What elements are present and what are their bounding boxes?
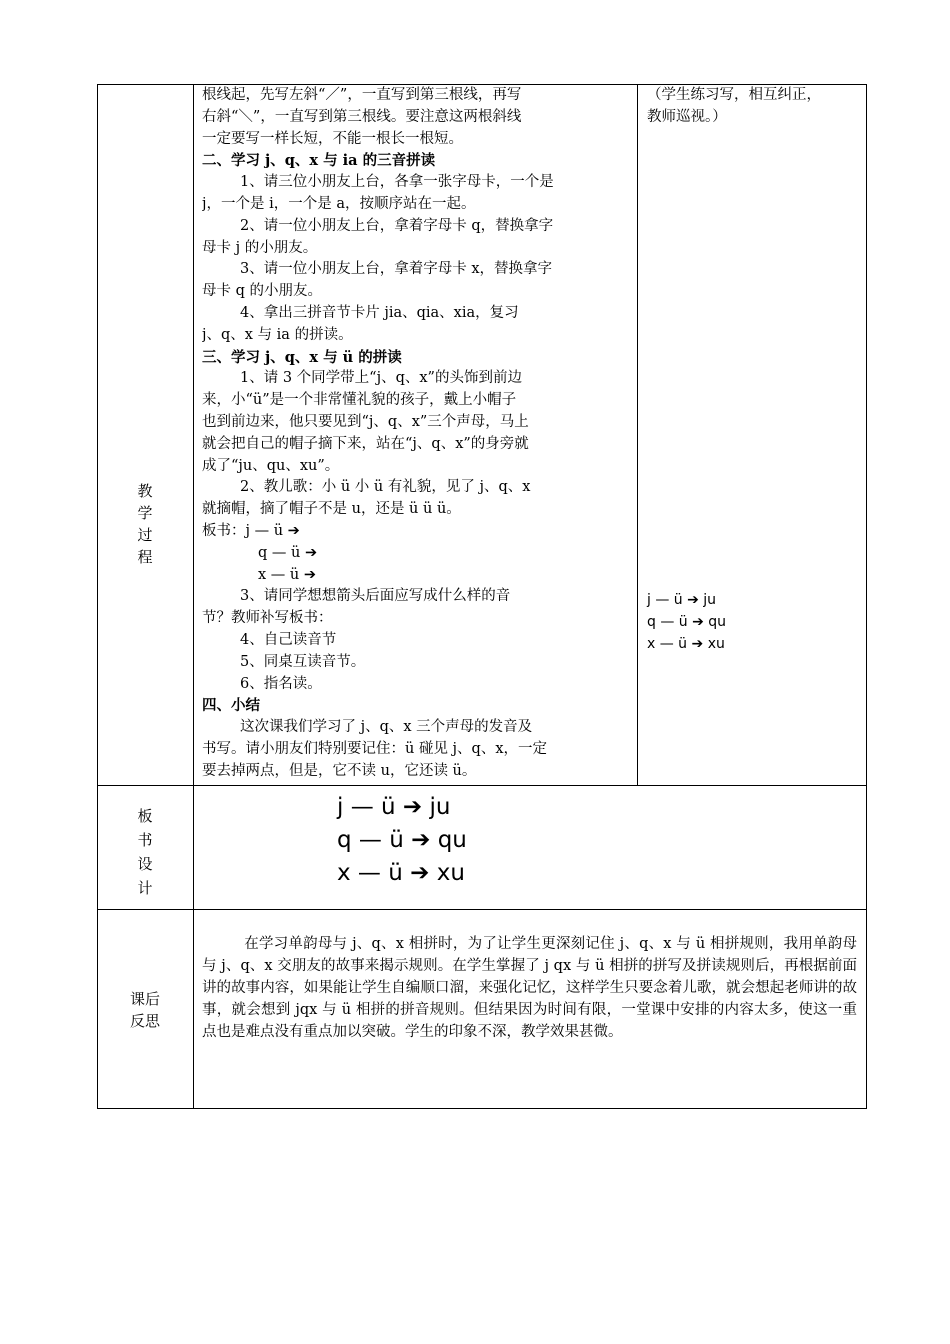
- reflection-label: 课后 反思: [129, 990, 160, 1030]
- process-line: j、q、x 与 ia 的拼读。: [202, 326, 353, 343]
- process-line: 3、请同学想想箭头后面应写成什么样的音: [240, 588, 511, 605]
- process-line: 母卡 j 的小朋友。: [202, 239, 318, 256]
- process-line: 一定要写一样长短，不能一根长一根短。: [202, 130, 463, 147]
- process-line: 4、拿出三拼音节卡片 jia、qia、xia，复习: [240, 304, 519, 321]
- process-line: 右斜“＼”，一直写到第三根线。要注意这两根斜线: [202, 108, 522, 125]
- process-line: j，一个是 i，一个是 a，按顺序站在一起。: [202, 195, 476, 212]
- lesson-plan-table: [97, 84, 867, 1109]
- process-line: 就摘帽，摘了帽子不是 u，还是 ü ü ü。: [202, 501, 461, 518]
- section-heading-3: 三、学习 j、q、x 与 ü 的拼读: [202, 348, 402, 366]
- process-line: 这次课我们学习了 j、q、x 三个声母的发音及: [240, 719, 533, 736]
- process-line: 根线起，先写左斜“／”，一直写到第三根线，再写: [202, 87, 522, 103]
- process-line: 成了“ju、qu、xu”。: [202, 457, 340, 474]
- row-divider-2: [97, 909, 867, 910]
- process-line: 1、请三位小朋友上台，各拿一张字母卡，一个是: [240, 174, 554, 191]
- board-line: j — ü ➔ ju: [337, 794, 451, 820]
- row-divider-1: [97, 785, 867, 786]
- note-syllable-line: q — ü ➔ qu: [647, 614, 727, 630]
- notes-column-divider: [637, 84, 638, 785]
- section-heading-4: 四、小结: [202, 697, 260, 715]
- note-line: 教师巡视。）: [647, 108, 727, 125]
- process-line: 来，小“ü”是一个非常懂礼貌的孩子，戴上小帽子: [202, 392, 517, 409]
- board-answer-notes: [647, 589, 865, 655]
- process-line: 要去掉两点，但是，它不读 u，它还读 ü。: [202, 762, 477, 779]
- label-column-divider: [193, 84, 194, 1109]
- process-line: 2、教儿歌：小 ü 小 ü 有礼貌，见了 j、q、x: [240, 479, 531, 496]
- process-line: 4、自己读音节: [240, 631, 337, 648]
- table-left-border: [97, 84, 98, 1109]
- board-line: q — ü ➔ qu: [337, 827, 467, 853]
- note-line: （学生练习写，相互纠正，: [647, 87, 821, 103]
- table-right-border: [866, 84, 867, 1109]
- process-line: 3、请一位小朋友上台，拿着字母卡 x，替换拿字: [240, 261, 553, 278]
- student-activity-notes: [647, 85, 865, 129]
- process-line: 就会把自己的帽子摘下来，站在“j、q、x”的身旁就: [202, 435, 529, 452]
- process-line: 书写。请小朋友们特别要记住：ü 碰见 j、q、x，一定: [202, 740, 548, 757]
- board-design-label: 板 书 设 计: [137, 807, 153, 897]
- process-line: 也到前边来，他只要见到“j、q、x”三个声母，马上: [202, 413, 529, 430]
- note-syllable-line: j — ü ➔ ju: [647, 592, 717, 608]
- reflection-text: 在学习单韵母与 j、q、x 相拼时，为了让学生更深刻记住 j、q、x 与 ü 相拼规则，我用单韵母与 j、q、x 交朋友的故事来揭示规则。在学生掌握了 j qx 与 ü 相拼的拼写及拼读规则后，再根据前面讲的故事内容，如果能让学生自编顺口溜，来强化记忆，这样学生只要念着儿歌，就会想起老师讲的故事，就会想到 jqx 与 ü 相拼的拼音规则。但结果因为时间有限，一堂课中安排的内容太多，使这一重点也是难点没有重点加以突破。学生的印象不深，教学效果甚微。: [202, 936, 857, 1040]
- teaching-process-text: [202, 85, 637, 783]
- board-note-line: x — ü ➔: [258, 566, 316, 583]
- board-line: x — ü ➔ xu: [337, 860, 465, 886]
- process-line: 6、指名读。: [240, 675, 322, 692]
- process-line: 2、请一位小朋友上台，拿着字母卡 q，替换拿字: [240, 217, 554, 234]
- board-design-content: [337, 791, 467, 890]
- board-note-line: 板书：j — ü ➔: [202, 522, 300, 539]
- process-label: 教 学 过 程: [137, 482, 153, 566]
- board-note-line: q — ü ➔: [258, 544, 318, 561]
- process-line: 5、同桌互读音节。: [240, 653, 366, 670]
- process-line: 母卡 q 的小朋友。: [202, 283, 322, 300]
- section-heading-2: 二、学习 j、q、x 与 ia 的三音拼读: [202, 152, 436, 170]
- table-bottom-border: [97, 1108, 867, 1109]
- process-line: 节？教师补写板书：: [202, 610, 333, 627]
- note-syllable-line: x — ü ➔ xu: [647, 636, 725, 652]
- process-line: 1、请 3 个同学带上“j、q、x”的头饰到前边: [240, 370, 522, 387]
